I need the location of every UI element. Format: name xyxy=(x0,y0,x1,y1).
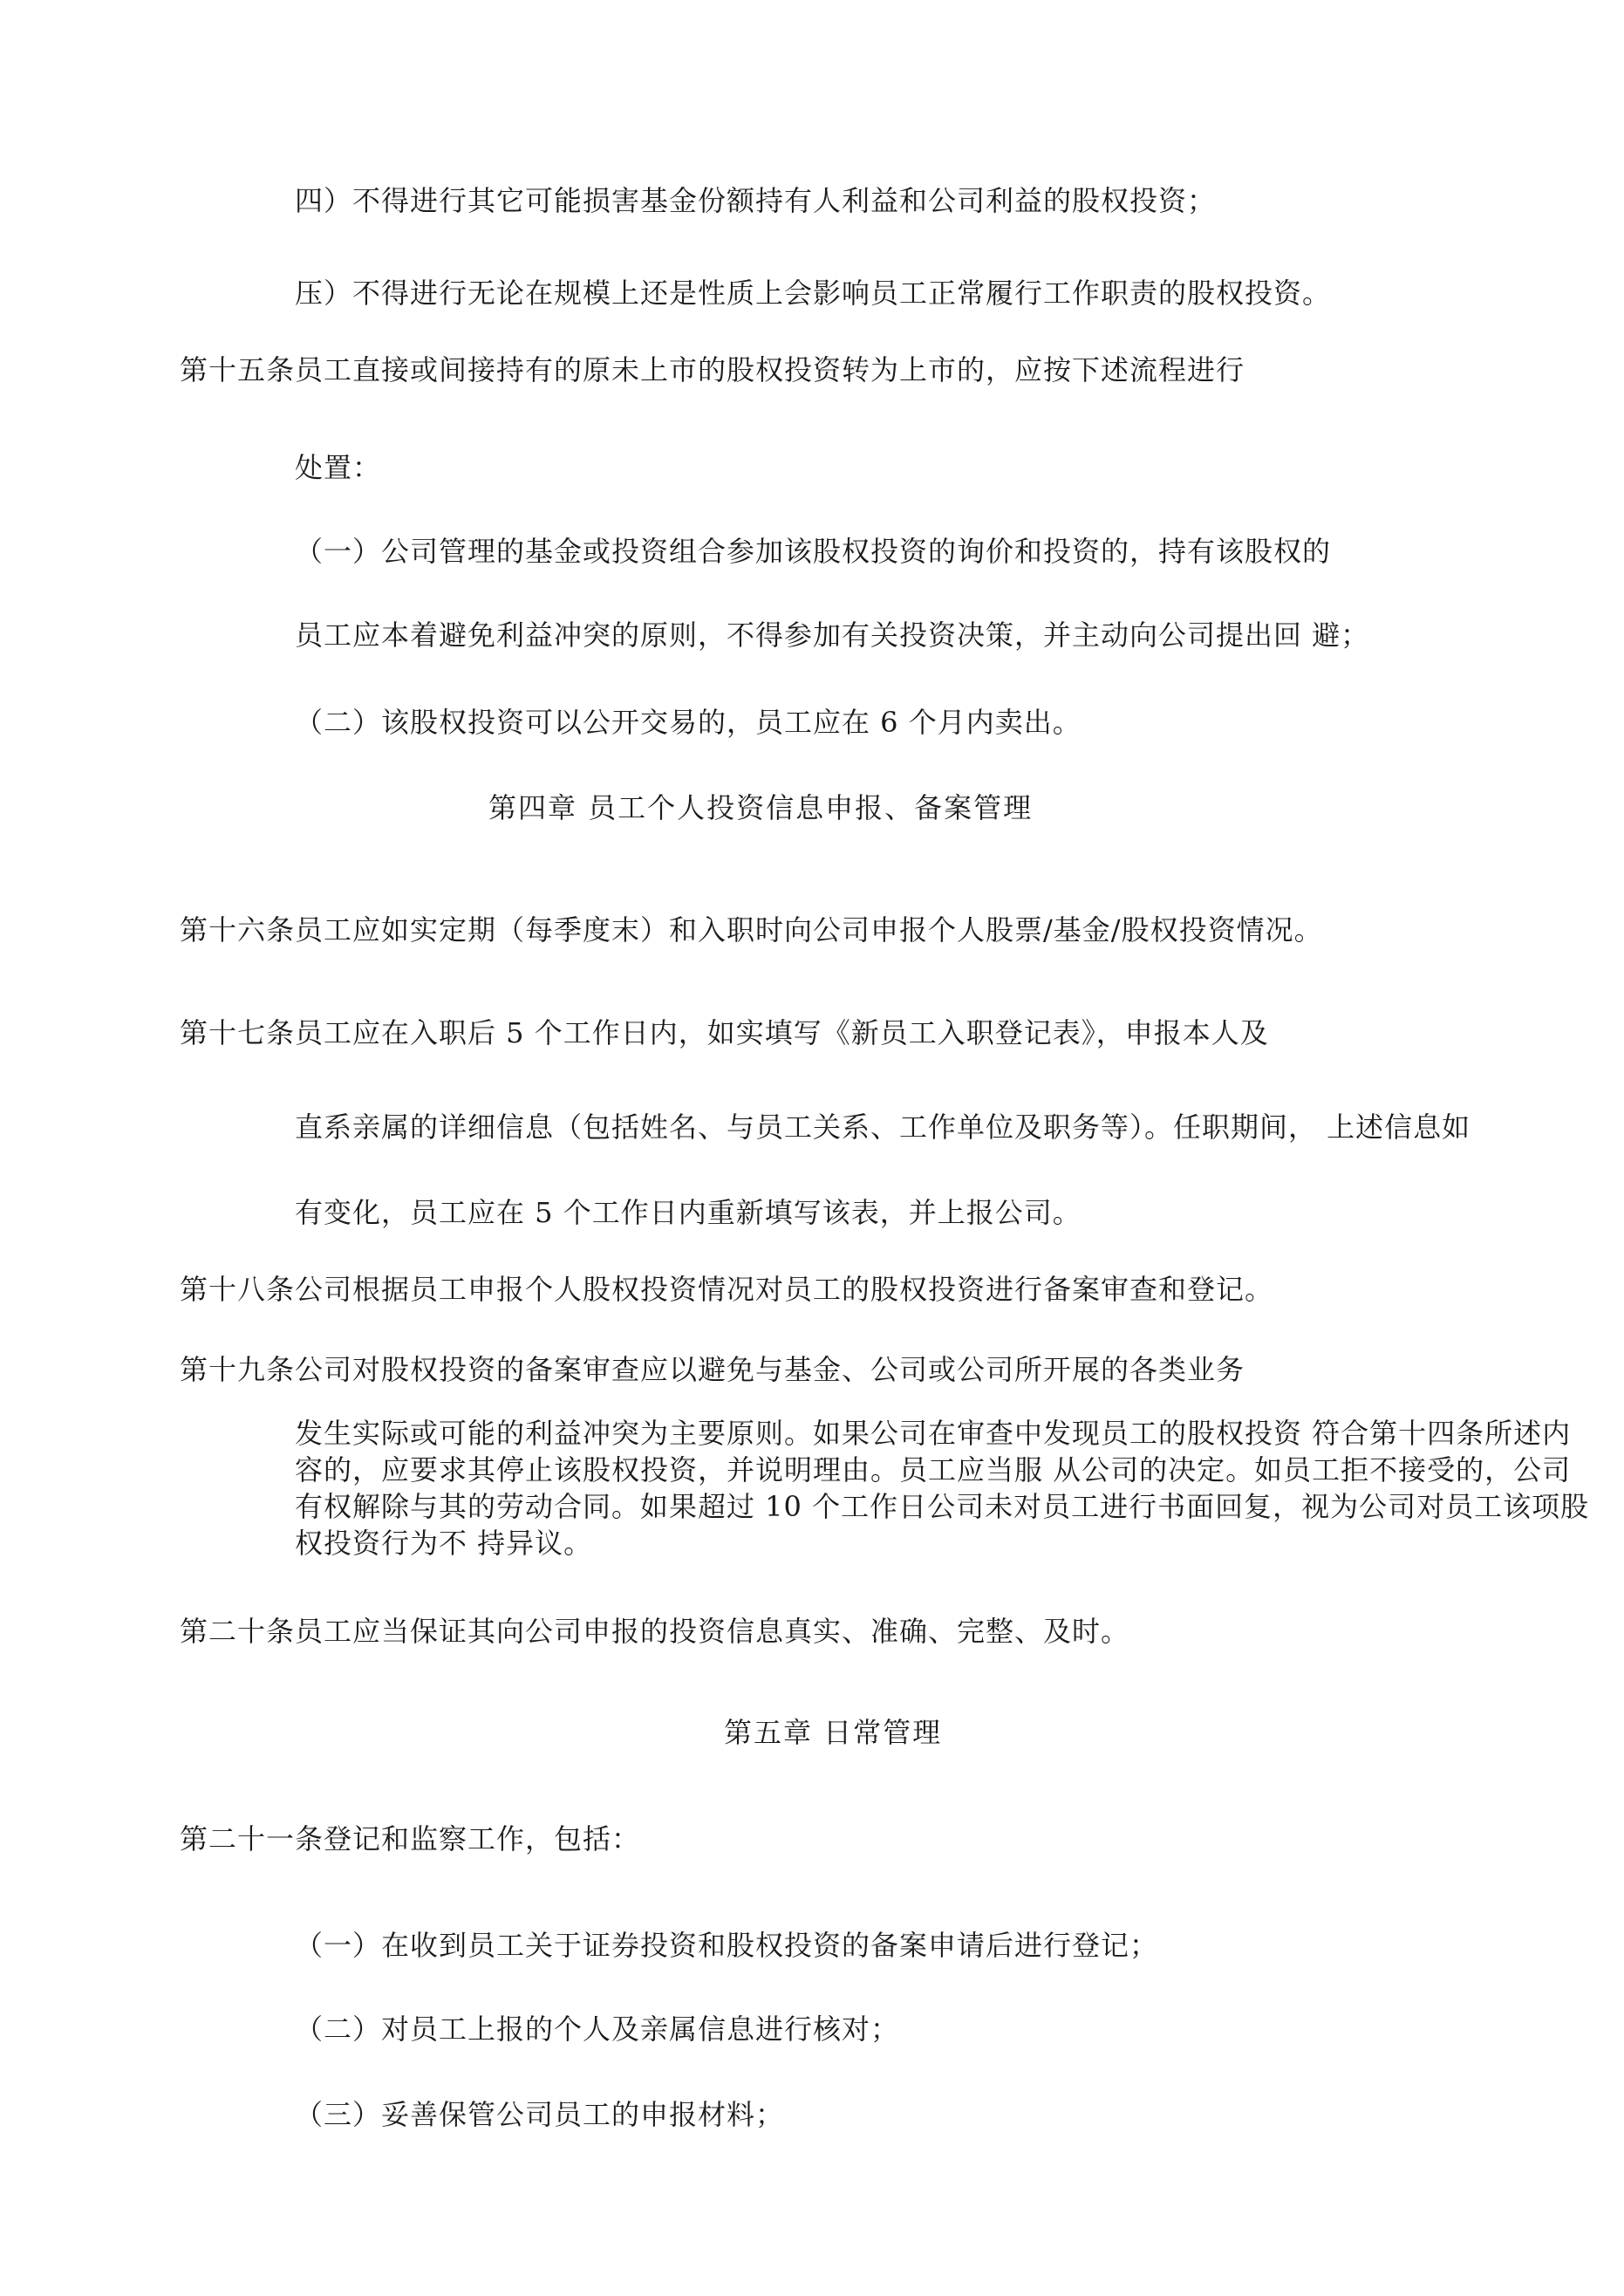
article-17-continuation-2: 有变化，员工应在 5 个工作日内重新填写该表，并上报公司。 xyxy=(295,1196,1082,1229)
clause-14-item-4: 四）不得进行其它可能损害基金份额持有人利益和公司利益的股权投资； xyxy=(295,184,1217,217)
article-15-continuation: 处置： xyxy=(295,451,382,484)
article-18: 第十八条公司根据员工申报个人股权投资情况对员工的股权投资进行备案审查和登记。 xyxy=(180,1273,1274,1306)
clause-14-item-5: 压）不得进行无论在规模上还是性质上会影响员工正常履行工作职责的股权投资。 xyxy=(295,277,1332,310)
chapter-5-title: 第五章 日常管理 xyxy=(724,1716,943,1749)
article-21-item-3: （三）妥善保管公司员工的申报材料； xyxy=(295,2098,785,2131)
article-21-item-1: （一）在收到员工关于证券投资和股权投资的备案申请后进行登记； xyxy=(295,1929,1159,1962)
article-15-item-1: （一）公司管理的基金或投资组合参加该股权投资的询价和投资的，持有该股权的 xyxy=(295,535,1332,568)
article-17-heading: 第十七条员工应在入职后 5 个工作日内，如实填写《新员工入职登记表》，申报本人及 xyxy=(180,1016,1269,1049)
article-15-item-2: （二）该股权投资可以公开交易的，员工应在 6 个月内卖出。 xyxy=(295,706,1082,739)
article-19-heading: 第十九条公司对股权投资的备案审查应以避免与基金、公司或公司所开展的各类业务 xyxy=(180,1353,1245,1386)
article-16: 第十六条员工应如实定期（每季度末）和入职时向公司申报个人股票/基金/股权投资情况。 xyxy=(180,913,1323,946)
article-15-heading: 第十五条员工直接或间接持有的原未上市的股权投资转为上市的，应按下述流程进行 xyxy=(180,353,1245,386)
article-15-item-1-continuation: 员工应本着避免利益冲突的原则，不得参加有关投资决策，并主动向公司提出回 避； xyxy=(295,618,1370,652)
article-21-item-2: （二）对员工上报的个人及亲属信息进行核对； xyxy=(295,2012,900,2046)
article-17-continuation-1: 直系亲属的详细信息（包括姓名、与员工关系、工作单位及职务等）。任职期间， 上述信息如 xyxy=(295,1110,1471,1144)
article-19-body: 发生实际或可能的利益冲突为主要原则。如果公司在审查中发现员工的股权投资 符合第十四条所述内容的，应要求其停止该股权投资，并说明理由。员工应当服 从公司的决定。如员工拒不接受的，公司有权解除与其的劳动合同。如果超过 10 个工作日公司未对员工进行书面回复，视为公司对员工该项股权投资行为不 持异议。 xyxy=(295,1417,1590,1560)
article-21-heading: 第二十一条登记和监察工作，包括： xyxy=(180,1822,641,1855)
chapter-4-title: 第四章 员工个人投资信息申报、备案管理 xyxy=(488,791,1034,824)
article-20: 第二十条员工应当保证其向公司申报的投资信息真实、准确、完整、及时。 xyxy=(180,1615,1130,1648)
